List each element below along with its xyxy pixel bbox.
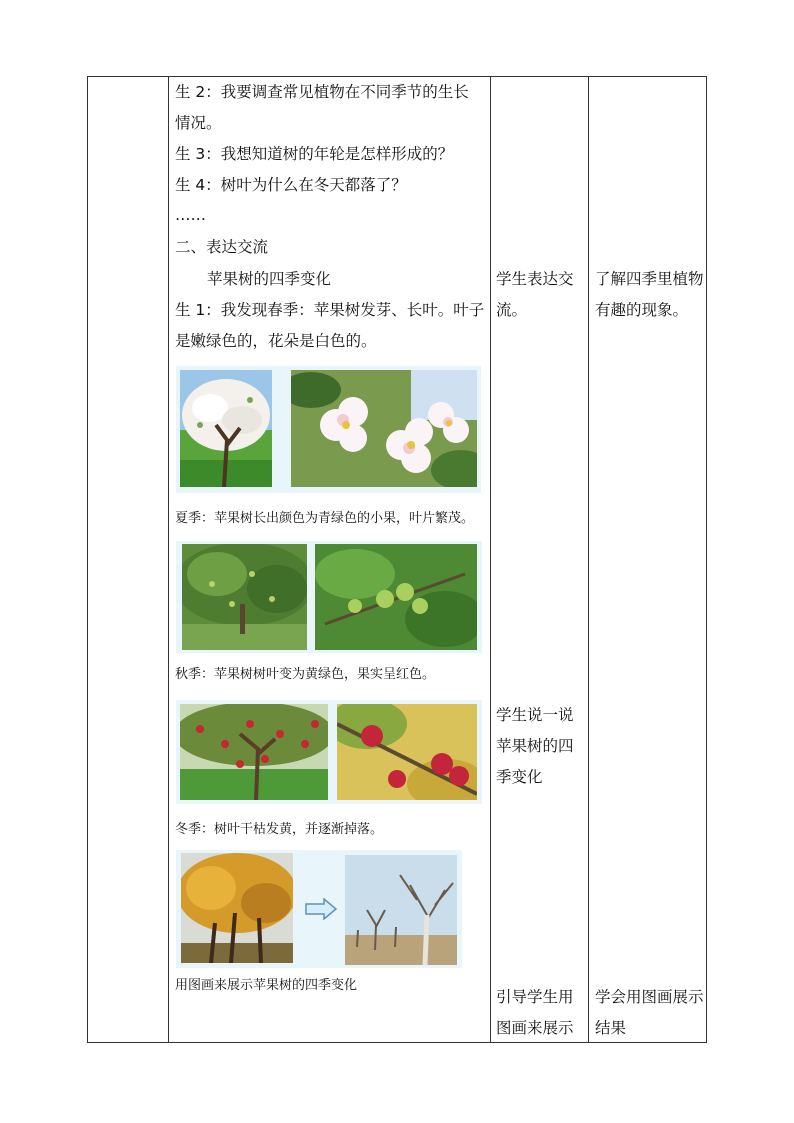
column-divider [490, 77, 491, 1042]
student-activity-2: 学生说一说苹果树的四季变化 [496, 706, 574, 786]
student-activity-1: 学生表达交流。 [496, 270, 574, 319]
column-divider [588, 77, 589, 1042]
summer-caption: 夏季：苹果树长出颜色为青绿色的小果，叶片繁茂。 [175, 511, 475, 526]
red-apples-branch-photo [337, 704, 477, 800]
green-apple-orchard-photo [182, 544, 307, 650]
arrow-right-icon [305, 898, 337, 920]
bare-tree-orchard-photo [345, 855, 457, 965]
text-line: 是嫩绿色的，花朵是白色的。 [175, 332, 377, 350]
yellow-leaf-orchard-photo [181, 853, 293, 963]
section-heading: 二、表达交流 [175, 238, 269, 256]
white-blossom-tree-photo [180, 370, 272, 487]
subheading: 苹果树的四季变化 [207, 270, 332, 288]
red-apple-orchard-photo [180, 704, 328, 800]
text-line: 情况。 [175, 114, 222, 132]
text-line: 生 2：我要调查常见植物在不同季节的生长 [175, 83, 469, 101]
winter-caption: 冬季：树叶干枯发黄，并逐渐掉落。 [175, 822, 384, 837]
student-activity-3: 引导学生用图画来展示 [496, 988, 574, 1037]
text-line: 生 3：我想知道树的年轮是怎样形成的？ [175, 145, 454, 163]
design-intent-1: 了解四季里植物有趣的现象。 [595, 270, 704, 319]
text-line: 生 4：树叶为什么在冬天都落了？ [175, 176, 407, 194]
autumn-caption: 秋季：苹果树树叶变为黄绿色，果实呈红色。 [175, 667, 436, 682]
apple-blossom-closeup-photo [291, 370, 477, 487]
column-divider [168, 77, 169, 1042]
text-line: 生 1：我发现春季：苹果树发芽、长叶。叶子 [175, 301, 485, 319]
draw-caption: 用图画来展示苹果树的四季变化 [175, 978, 358, 993]
ellipsis-line: …… [175, 206, 206, 224]
design-intent-3: 学会用图画展示结果 [595, 988, 704, 1037]
green-apples-branch-photo [315, 544, 477, 650]
